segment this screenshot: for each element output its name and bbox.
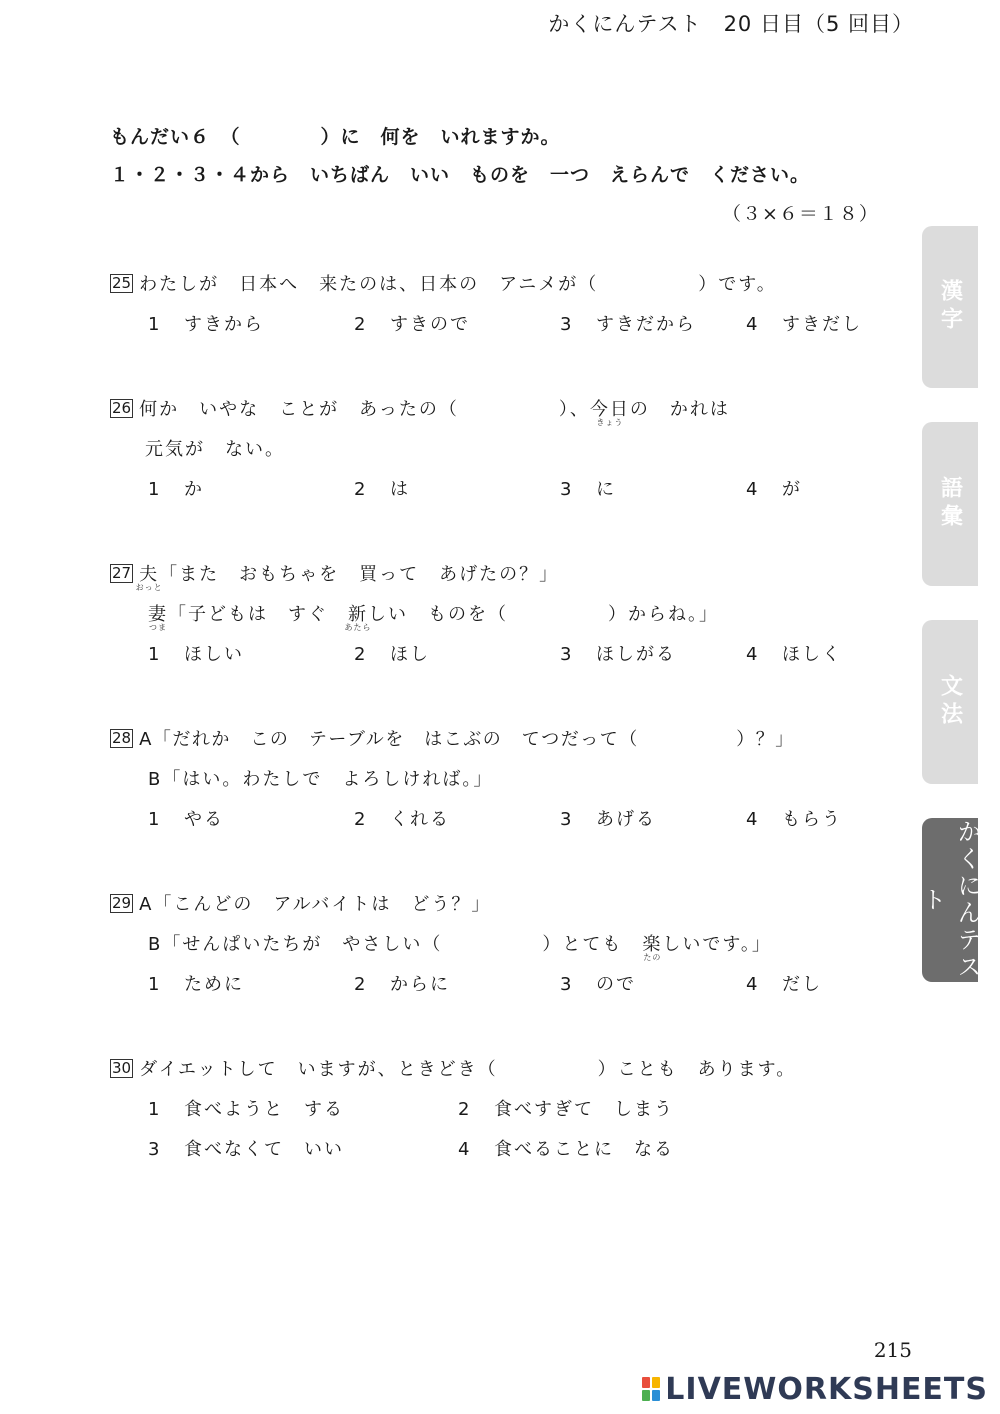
page-header-title: かくにんテスト 20 日目（5 回目）: [548, 12, 914, 36]
option-30-4[interactable]: 4 食べることに なる: [458, 1139, 674, 1160]
option-25-4[interactable]: 4 すきだし: [746, 314, 862, 335]
question-28: 28 A「だれか この テーブルを はこぶの てつだって（ ）？」: [112, 729, 795, 750]
question-number: 26: [112, 399, 132, 417]
option-28-4[interactable]: 4 もらう: [746, 809, 842, 830]
question-number: 29: [112, 894, 132, 912]
side-tab-kanji[interactable]: 漢字: [922, 226, 978, 388]
liveworksheets-logo-icon: [642, 1377, 662, 1403]
option-28-3[interactable]: 3 あげる: [560, 809, 656, 830]
option-25-1[interactable]: 1 すきから: [148, 314, 264, 335]
option-27-1[interactable]: 1 ほしい: [148, 644, 244, 665]
question-30: 30 ダイエットして いますが、ときどき（ ）ことも あります。: [112, 1059, 797, 1080]
option-29-4[interactable]: 4 だし: [746, 974, 822, 995]
option-30-3[interactable]: 3 食べなくて いい: [148, 1139, 344, 1160]
option-26-1[interactable]: 1 か: [148, 479, 204, 500]
question-29-line-2: B「せんぱいたちが やさしい（ ）とても 楽 たの しいです。」: [148, 930, 772, 956]
brand-text: LIVEWORKSHEETS: [665, 1372, 988, 1407]
question-text: わたしが 日本へ 来たのは、日本の アニメが（ ）です。: [139, 274, 777, 295]
option-26-3[interactable]: 3 に: [560, 479, 616, 500]
question-29: 29 A「こんどの アルバイトは どう？」: [112, 894, 492, 915]
question-number: 25: [112, 274, 132, 292]
question-number: 27: [112, 564, 132, 582]
ruby-tsuma: 妻 つま: [148, 604, 168, 632]
question-28-line-2: B「はい。わたしで よろしければ。」: [148, 769, 494, 790]
ruby-tano: 楽 たの: [642, 934, 663, 962]
ruby-kyou: 今日 きょう: [589, 399, 630, 427]
option-28-2[interactable]: 2 くれる: [354, 809, 450, 830]
ruby-atara: 新 あたら: [344, 604, 372, 632]
option-25-2[interactable]: 2 すきので: [354, 314, 470, 335]
liveworksheets-logo: [642, 1372, 988, 1407]
option-30-2[interactable]: 2 食べすぎて しまう: [458, 1099, 674, 1120]
question-26: 26 何か いやな ことが あったの（ ）、今日 きょう の かれは: [110, 395, 730, 421]
question-25: [110, 270, 777, 296]
option-27-3[interactable]: 3 ほしがる: [560, 644, 676, 665]
side-tab-goi[interactable]: 語彙: [922, 422, 978, 586]
side-tab-kakunin-test[interactable]: かくにんテスト: [918, 819, 981, 981]
option-29-2[interactable]: 2 からに: [354, 974, 450, 995]
question-26-line-2: 元気が ない。: [145, 439, 285, 460]
question-27-line-2: 妻 つま 「子どもは すぐ 新 あたら しい ものを（ ）からね。」: [148, 600, 719, 626]
option-27-2[interactable]: 2 ほし: [354, 644, 430, 665]
option-30-1[interactable]: 1 食べようと する: [148, 1099, 344, 1120]
question-number: 28: [112, 729, 132, 747]
option-28-1[interactable]: 1 やる: [148, 809, 224, 830]
question-number: 30: [112, 1059, 132, 1077]
option-29-3[interactable]: 3 ので: [560, 974, 636, 995]
question-27: 27 夫 おっと 「また おもちゃを 買って あげたの？」: [110, 560, 559, 586]
side-tab-bunpou[interactable]: 文法: [922, 620, 978, 784]
ruby-otto: 夫 おっと: [135, 564, 163, 592]
instruction-line-1: もんだい６ （ ）に 何を いれますか。: [110, 126, 561, 148]
option-25-3[interactable]: 3 すきだから: [560, 314, 696, 335]
option-27-4[interactable]: 4 ほしく: [746, 644, 842, 665]
option-29-1[interactable]: 1 ために: [148, 974, 244, 995]
option-26-2[interactable]: 2 は: [354, 479, 410, 500]
option-26-4[interactable]: 4 が: [746, 479, 802, 500]
points-note: （３×６＝１８）: [722, 203, 879, 225]
instruction-line-2: １・２・３・４から いちばん いい ものを 一つ えらんで ください。: [110, 164, 811, 186]
page-number: 215: [873, 1338, 912, 1362]
